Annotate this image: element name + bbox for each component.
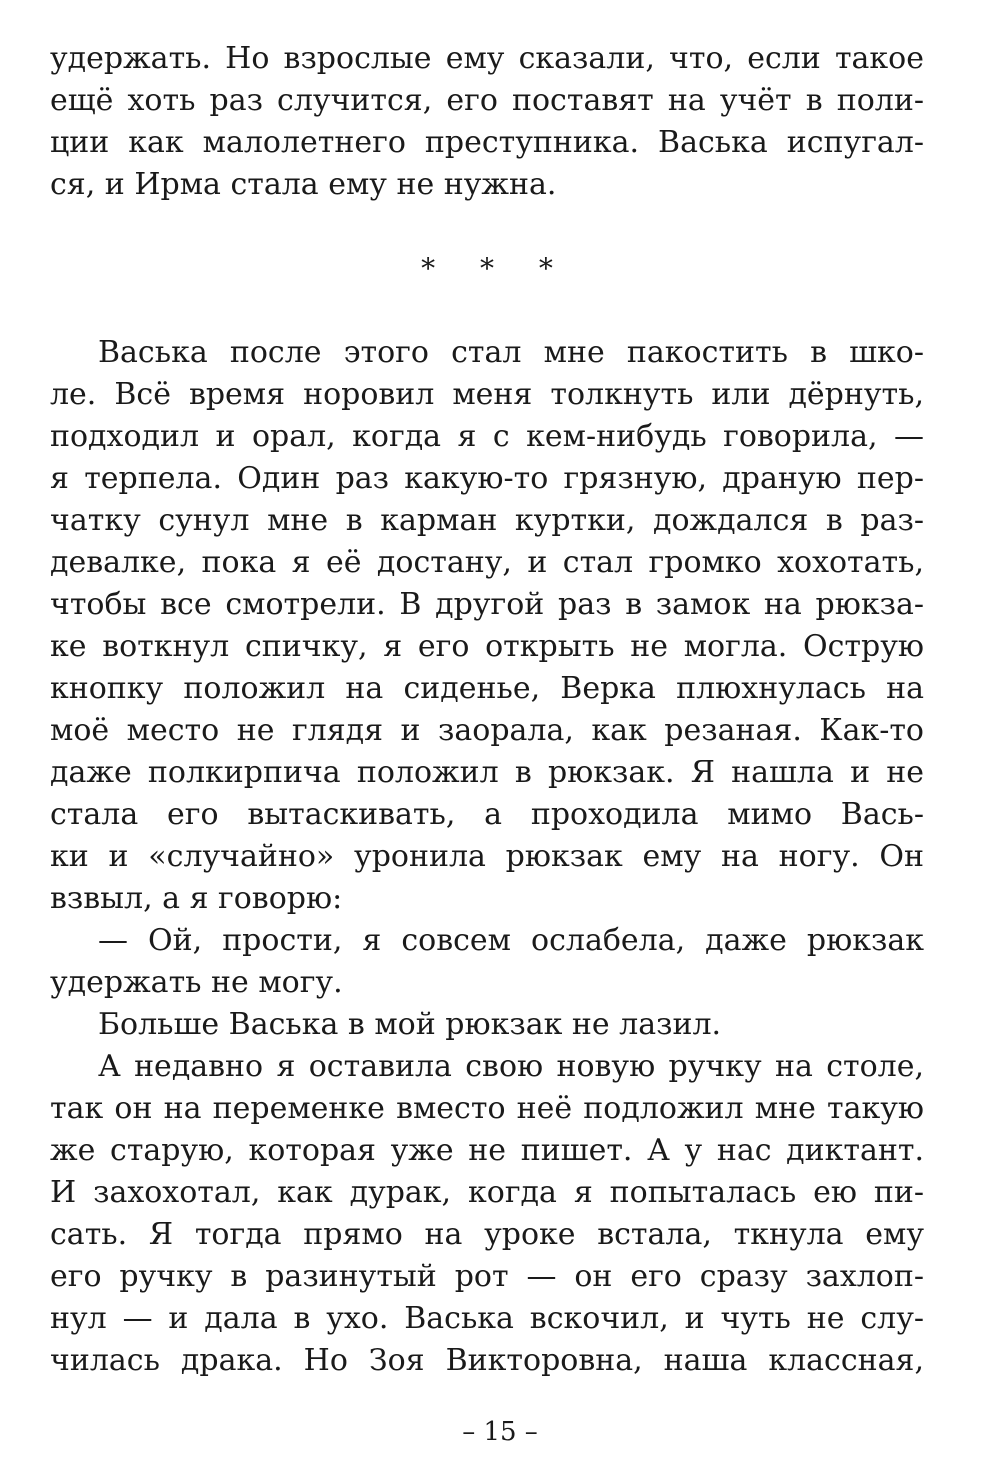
text-line: ке воткнул спичку, я его открыть не могла. Острую — [50, 629, 924, 664]
text-line: я терпела. Один раз какую-то грязную, драную пер- — [50, 461, 924, 496]
text-line: стала его вытаскивать, а проходила мимо Вась- — [50, 797, 924, 832]
text-line: чтобы все смотрели. В другой раз в замок на рюкза- — [50, 587, 924, 622]
text-line: сать. Я тогда прямо на уроке встала, ткнула ему — [50, 1217, 924, 1252]
book-page-text — [50, 38, 924, 1382]
paragraph — [50, 332, 924, 920]
text-line: удержать. Но взрослые ему сказали, что, если такое — [50, 41, 924, 76]
paragraph — [50, 1004, 924, 1046]
text-line: Больше Васька в мой рюкзак не лазил. — [98, 1007, 722, 1042]
text-line: так он на переменке вместо неё подложил мне такую — [50, 1091, 924, 1126]
text-line: И захохотал, как дурак, когда я попыталась ею пи- — [50, 1175, 924, 1210]
text-line: нул — и дала в ухо. Васька вскочил, и чуть не слу- — [50, 1301, 924, 1336]
text-line: же старую, которая уже не пишет. А у нас диктант. — [50, 1133, 924, 1168]
paragraph — [50, 1046, 924, 1382]
text-line: его ручку в разинутый рот — он его сразу захлоп- — [50, 1259, 924, 1294]
text-line: ции как малолетнего преступника. Васька испугал- — [50, 125, 924, 160]
text-line: кнопку положил на сиденье, Верка плюхнулась на — [50, 671, 924, 706]
text-line: Васька после этого стал мне пакостить в шко- — [98, 335, 924, 370]
text-line: взвыл, а я говорю: — [50, 881, 343, 916]
text-line: ле. Всё время норовил меня толкнуть или дёрнуть, — [50, 377, 924, 412]
text-line: моё место не глядя и заорала, как резаная. Как-то — [50, 713, 924, 748]
text-line: ещё хоть раз случится, его поставят на учёт в поли- — [50, 83, 924, 118]
text-line: чилась драка. Но Зоя Викторовна, наша классная, — [50, 1343, 924, 1378]
text-line: — Ой, прости, я совсем ослабела, даже рюкзак — [98, 923, 924, 958]
text-line: удержать не могу. — [50, 965, 343, 1000]
text-line: ки и «случайно» уронила рюкзак ему на ногу. Он — [50, 839, 924, 874]
paragraph — [50, 38, 924, 206]
paragraph — [50, 920, 924, 1004]
page-number: – 15 – — [462, 1417, 538, 1447]
text-line: даже полкирпича положил в рюкзак. Я нашла и не — [50, 755, 924, 790]
text-line: чатку сунул мне в карман куртки, дождался в раз- — [50, 503, 924, 538]
text-line: подходил и орал, когда я с кем-нибудь говорила, — — [50, 419, 924, 454]
text-line: девалке, пока я её достану, и стал громко хохотать, — [50, 545, 924, 580]
section-separator: * * * — [421, 252, 571, 285]
text-line: ся, и Ирма стала ему не нужна. — [50, 167, 557, 202]
text-line: А недавно я оставила свою новую ручку на столе, — [98, 1049, 924, 1084]
